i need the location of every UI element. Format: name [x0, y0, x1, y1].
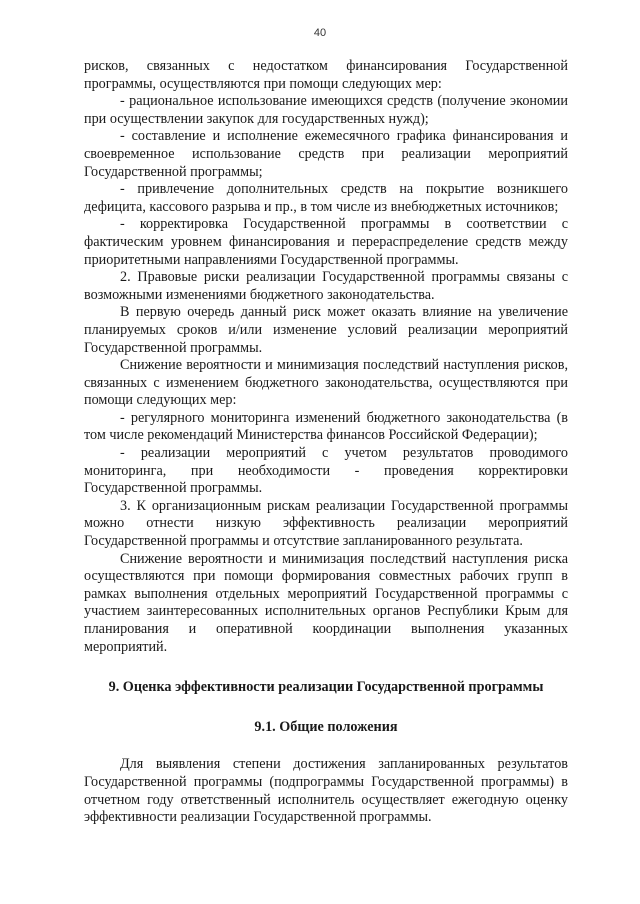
body-paragraph: Для выявления степени достижения запланированных результатов Государственной программы (подпрограммы Государственной программы) в отчетном году ответственный исполнитель осуществляет ежегодную оценку эффективности реализации Государственной программы. — [84, 756, 568, 826]
body-paragraph: 2. Правовые риски реализации Государственной программы связаны с возможными изменениями бюджетного законодательства. — [84, 269, 568, 303]
body-paragraph: - регулярного мониторинга изменений бюджетного законодательства (в том числе рекомендаций Министерства финансов Российской Федерации); — [84, 409, 568, 444]
body-paragraph: - привлечение дополнительных средств на покрытие возникшего дефицита, кассового разрыва и пр., в том числе из внебюджетных источников; — [84, 181, 568, 215]
body-paragraph: 3. К организационным рискам реализации Государственной программы можно отнести низкую эффективность реализации мероприятий Государственной программы и отсутствие запланированного результата. — [84, 497, 568, 550]
body-paragraph: - составление и исполнение ежемесячного графика финансирования и своевременное использование средств при реализации мероприятий Государственной программы; — [84, 128, 568, 180]
body-paragraph: Снижение вероятности и минимизация последствий наступления рисков, связанных с изменением бюджетного законодательства, осуществляются при помощи следующих мер: — [84, 357, 568, 409]
section-heading: 9. Оценка эффективности реализации Государственной программы — [108, 679, 544, 696]
body-paragraph: - корректировка Государственной программы в соответствии с фактическим уровнем финансирования и перераспределение средств между приоритетными направлениями Государственной программы. — [84, 216, 568, 268]
body-paragraph: - рациональное использование имеющихся средств (получение экономии при осуществлении закупок для государственных нужд); — [84, 93, 568, 127]
page-number: 40 — [313, 27, 327, 39]
risk-paragraphs — [84, 58, 568, 656]
body-paragraph: - реализации мероприятий с учетом результатов проводимого мониторинга, при необходимости - проведения корректировки Государственной программы. — [84, 445, 568, 497]
body-paragraph: рисков, связанных с недостатком финансирования Государственной программы, осуществляются при помощи следующих мер: — [84, 58, 568, 92]
body-paragraph: Снижение вероятности и минимизация последствий наступления риска осуществляются при помощи формирования совместных рабочих групп в рамках выполнения отдельных мероприятий Государственной программы с участием заинтересованных исполнительных органов Республики Крым для планирования и оперативной координации выполнения указанных мероприятий. — [84, 550, 568, 655]
body-paragraph: В первую очередь данный риск может оказать влияние на увеличение планируемых сроков и/или изменение условий реализации мероприятий Государственной программы. — [84, 304, 568, 356]
subsection-heading: 9.1. Общие положения — [254, 718, 398, 735]
document-body — [84, 58, 568, 827]
